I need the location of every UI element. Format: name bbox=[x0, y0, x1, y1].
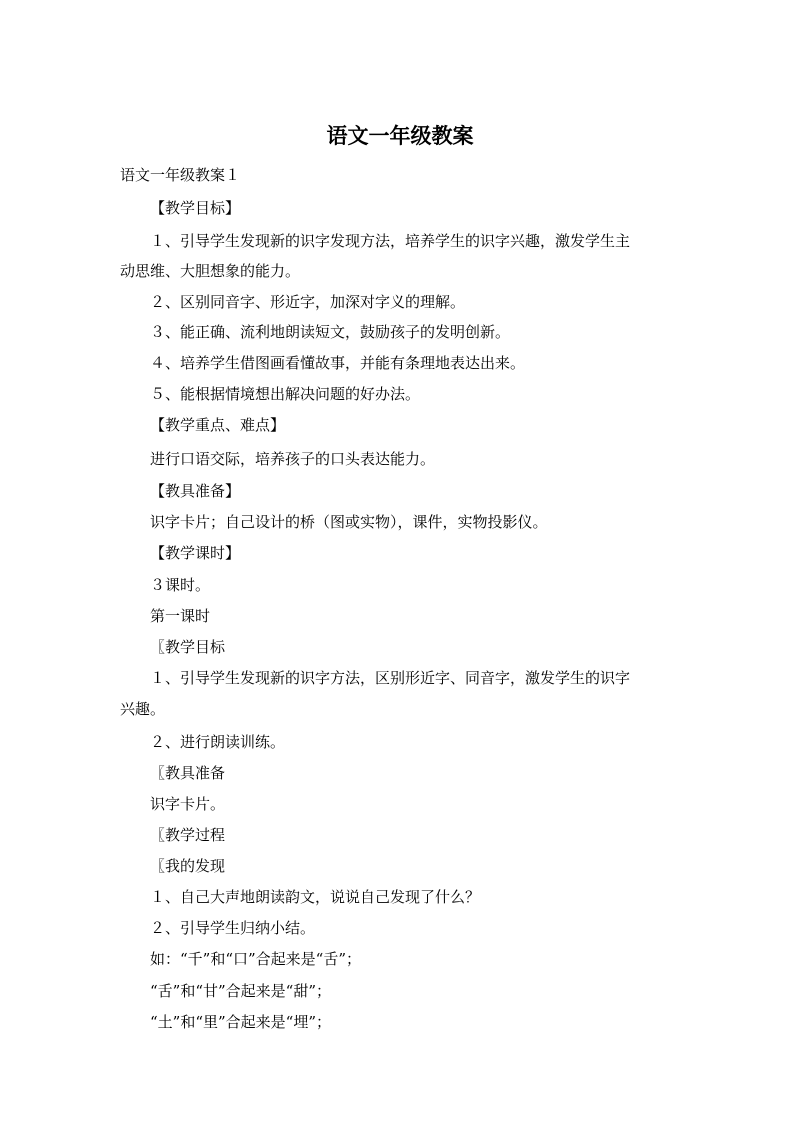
subheading-class-hours: 【教学课时】 bbox=[150, 544, 241, 562]
paragraph-line: “舌”和“甘”合起来是“甜”； bbox=[150, 982, 332, 1000]
paragraph-line: １、引导学生发现新的识字发现方法，培养学生的识字兴趣，激发学生主 bbox=[150, 232, 631, 250]
subheading-teaching-aids: 【教具准备】 bbox=[150, 482, 241, 500]
paragraph-line: 〖我的发现 bbox=[150, 857, 226, 875]
paragraph-line: ２、进行朗读训练。 bbox=[150, 733, 286, 751]
subheading-key-points: 【教学重点、难点】 bbox=[150, 416, 286, 434]
paragraph-line: 〖教具准备 bbox=[150, 764, 226, 782]
paragraph-line: 动思维、大胆想象的能力。 bbox=[120, 262, 301, 280]
paragraph-line: ３、能正确、流利地朗读短文，鼓励孩子的发明创新。 bbox=[150, 323, 511, 341]
subheading-teaching-goals: 【教学目标】 bbox=[150, 199, 241, 217]
paragraph-line: ２、引导学生归纳小结。 bbox=[150, 919, 316, 937]
paragraph-line: 识字卡片。 bbox=[150, 795, 226, 813]
paragraph-line: 进行口语交际，培养孩子的口头表达能力。 bbox=[150, 450, 436, 468]
document-title: 语文一年级教案 bbox=[326, 124, 474, 148]
paragraph-line: 〖教学目标 bbox=[150, 638, 226, 656]
paragraph-line: ２、区别同音字、形近字，加深对字义的理解。 bbox=[150, 293, 466, 311]
paragraph-line: ３课时。 bbox=[150, 576, 211, 594]
section-heading: 语文一年级教案１ bbox=[120, 166, 241, 184]
paragraph-line: 第一课时 bbox=[150, 607, 211, 625]
paragraph-line: １、自己大声地朗读韵文，说说自己发现了什么？ bbox=[150, 888, 481, 906]
paragraph-line: 兴趣。 bbox=[120, 700, 166, 718]
paragraph-line: ４、培养学生借图画看懂故事，并能有条理地表达出来。 bbox=[150, 354, 526, 372]
paragraph-line: 识字卡片；自己设计的桥（图或实物），课件，实物投影仪。 bbox=[150, 513, 548, 531]
paragraph-line: ５、能根据情境想出解决问题的好办法。 bbox=[150, 385, 421, 403]
paragraph-line: “土”和“里”合起来是“埋”； bbox=[150, 1013, 332, 1031]
paragraph-line: 如：“千”和“口”合起来是“舌”； bbox=[150, 950, 362, 968]
paragraph-line: 〖教学过程 bbox=[150, 826, 226, 844]
paragraph-line: １、引导学生发现新的识字方法，区别形近字、同音字，激发学生的识字 bbox=[150, 669, 631, 687]
